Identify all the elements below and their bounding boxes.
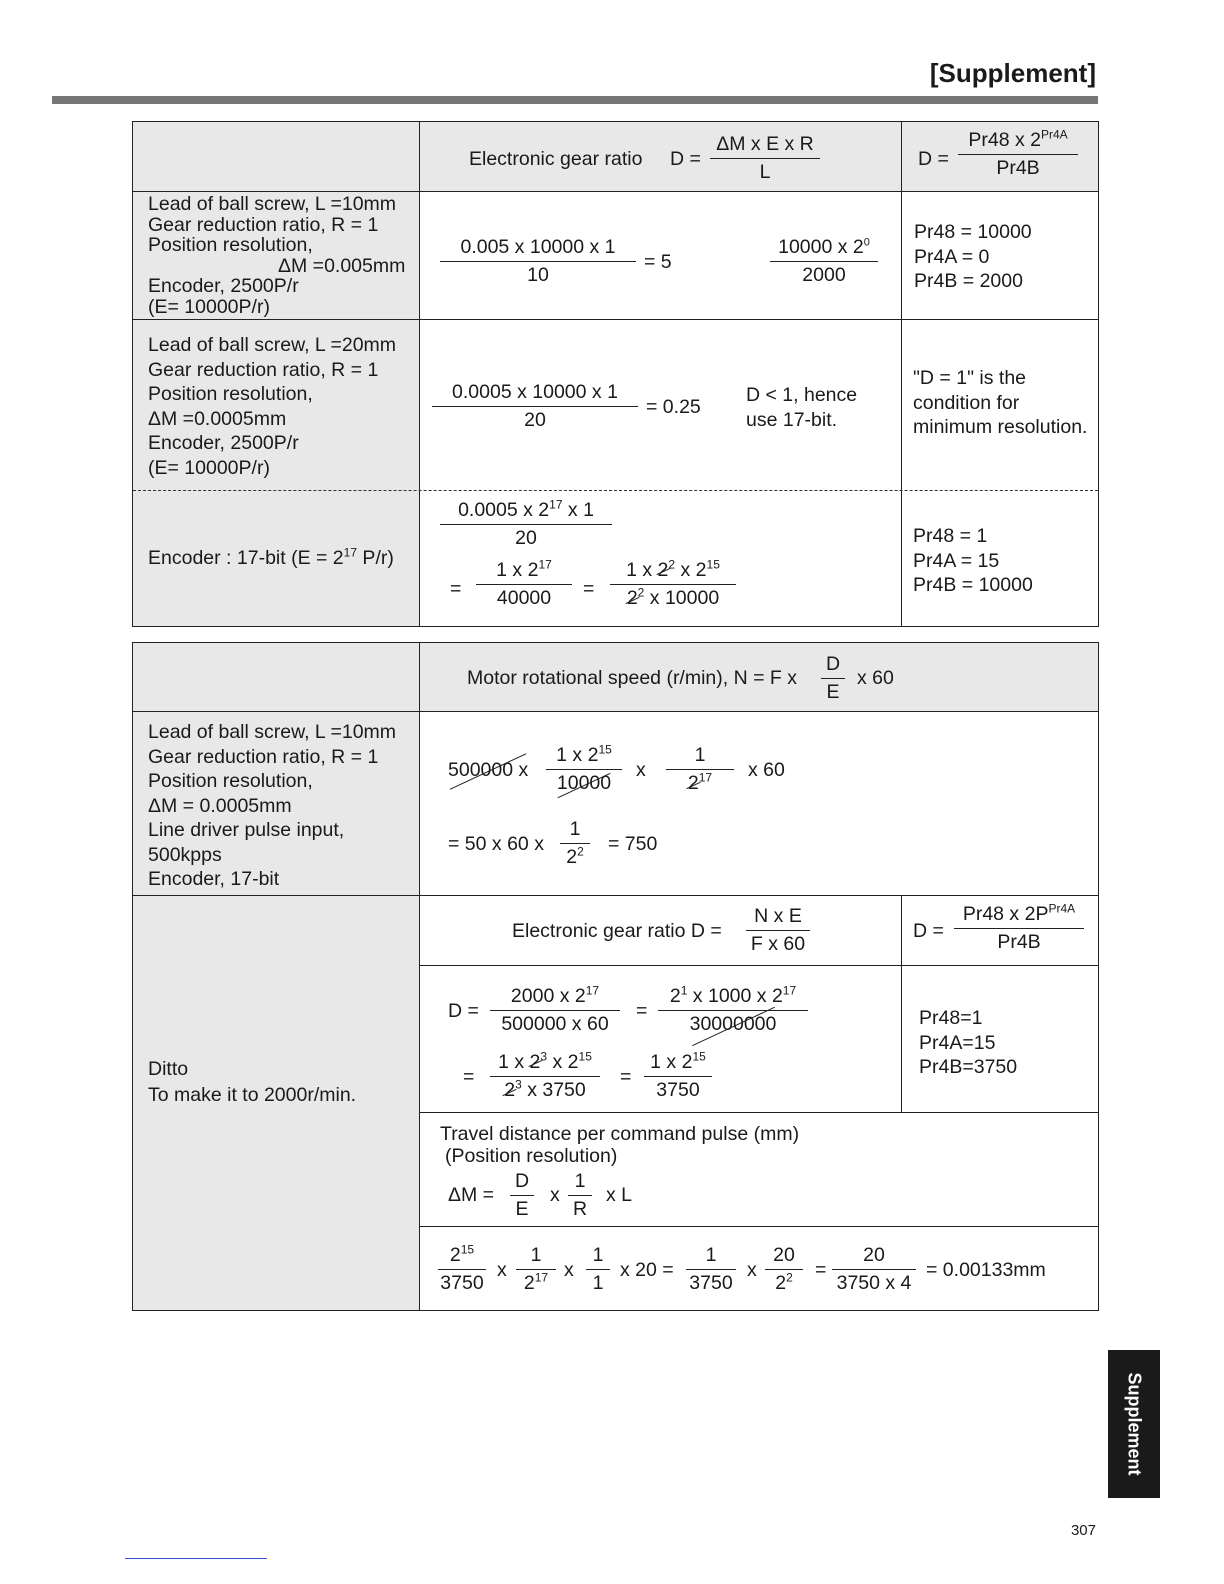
t2-travel-calc-frac1: $\frac{2^{15}}{3750}$ (438, 1245, 486, 1295)
t2-travel-frac2: $\frac{1}{R}$ (568, 1171, 592, 1221)
t1-pr-d: D = (918, 148, 949, 170)
t2-travel-calc-x3: x (747, 1259, 757, 1281)
t2-travel-calc-result: = 0.00133mm (926, 1259, 1046, 1281)
t1-pr-fraction: $\frac{Pr48 x 2^{Pr4A}}{Pr4B}$ (958, 130, 1078, 180)
t2-gear-calc-eq2: = (463, 1066, 475, 1088)
t1-row3-eq1: = (450, 578, 462, 600)
t1-formula-fraction: $\frac{\text{ΔM x E x R}}{L}$ (710, 134, 820, 184)
t2-formula-fraction: $\frac{D}{E}$ (821, 654, 845, 704)
t2-travel-calc-x1: x (497, 1259, 507, 1281)
t2-header-formula (419, 642, 1099, 712)
t2-travel-calc (419, 1226, 1099, 1311)
t1-row1-conditions (132, 191, 420, 320)
t2-row1-conditions (132, 711, 420, 896)
t1-formula-d: D = (670, 148, 701, 170)
page-number: 307 (1070, 1522, 1096, 1539)
t2-gear-fraction: $\frac{\text{N x E}}{\text{F x 60}}$ (746, 906, 810, 956)
t1-rows23-calc (419, 319, 902, 627)
t2-row1-tail: x 60 (748, 759, 785, 781)
page-title: [Supplement] (929, 58, 1096, 88)
t2-travel-calc-x20: x 20 = (620, 1259, 674, 1281)
t2-travel-calc-frac5: $\frac{20}{2^2}$ (765, 1245, 803, 1295)
t2-row1-line2-result: = 750 (608, 833, 658, 855)
section-tab-label: Supplement (1124, 1372, 1145, 1476)
t2-gear-param-list: Pr48=1 Pr4A=15 Pr4B=3750 (919, 1007, 1018, 1078)
t2-formula-label: Motor rotational speed (r/min), N = F x (467, 667, 797, 689)
t2-travel-formula (419, 1112, 1099, 1227)
t1-row1-calc-result: = 5 (644, 251, 672, 273)
t1-header-pr-formula (901, 121, 1099, 192)
t2-travel-calc-frac4: $\frac{1}{3750}$ (686, 1245, 736, 1295)
t1-row3-eq2: = (583, 578, 595, 600)
t1-row1-param-list: Pr48 = 10000 Pr4A = 0 Pr4B = 2000 (914, 221, 1032, 292)
t2-row2-conditions (132, 895, 420, 1311)
t2-gear-params (901, 965, 1099, 1113)
t2-row1-line2-lead: = 50 x 60 x (448, 833, 544, 855)
t2-formula-tail: x 60 (857, 667, 894, 689)
t1-header-blank (132, 121, 420, 192)
t1-row1-condition-list: Lead of ball screw, L =10mm Gear reduction ratio, R = 1 Position resolution, ΔM =0.005mm Encoder, 2500P/r (E= 10000P/r) (148, 193, 406, 318)
t2-travel-frac1: $\frac{D}{E}$ (510, 1171, 534, 1221)
section-tab-supplement[interactable] (1108, 1350, 1160, 1498)
t1-row2-note: D < 1, hence use 17-bit. (746, 384, 858, 431)
footer-link-line[interactable] (125, 1558, 267, 1559)
t2-pr-formula (901, 895, 1099, 966)
t2-row2-condition-list: Ditto To make it to 2000r/min. (148, 1058, 357, 1106)
t2-row1-lead: 500000 x (448, 759, 529, 781)
t2-gear-label: Electronic gear ratio D = (512, 920, 722, 942)
t2-gear-calc-frac4: $\frac{1 x 2^{15}}{3750}$ (644, 1052, 712, 1102)
t2-travel-tail: x L (606, 1184, 633, 1206)
t1-rows23-conditions (132, 319, 420, 627)
t2-gear-calc-frac2: $\frac{2^1 x 1000 x 2^{17}}{30000000}$ (658, 986, 808, 1036)
t2-travel-times: x (550, 1184, 560, 1206)
t2-travel-calc-frac2: $\frac{1}{2^{17}}$ (516, 1245, 556, 1295)
t2-row1-frac3: $\frac{1}{2^2}$ (560, 819, 590, 869)
t1-row3-condition: Encoder : 17-bit ($E = 2^{17}$ P/r) (148, 545, 394, 569)
t1-row2-calc-result: = 0.25 (646, 396, 701, 418)
t2-pr-d: D = (913, 920, 944, 942)
t2-travel-subtitle: (Position resolution) (445, 1145, 618, 1167)
t1-row2-remark: "D = 1" is the condition for minimum resolution. (913, 367, 1088, 438)
t2-gear-calc-frac3: $\frac{1 x 2^3 x 2^{15}}{2^3 x 3750}$ (490, 1052, 600, 1102)
t1-row1-gear-fraction: $\frac{10000 x 2^0}{2000}$ (770, 237, 878, 287)
t1-formula-label: Electronic gear ratio (469, 148, 643, 170)
t1-row1-params (901, 191, 1099, 320)
t1-row3-param-list: Pr48 = 1 Pr4A = 15 Pr4B = 10000 (913, 525, 1033, 596)
t2-row1-calc (419, 711, 1099, 896)
t1-header-formula (419, 121, 902, 192)
t2-travel-title: Travel distance per command pulse (mm) (440, 1123, 800, 1145)
t1-row3-calc2-fraction: $\frac{1 x 2^{17}}{40000}$ (476, 560, 572, 610)
t2-travel-calc-eq: = (815, 1259, 827, 1281)
t1-row3-calc3-fraction: $\frac{1 x 2^2 x 2^{15}}{2^2 x 10000}$ (610, 560, 736, 610)
t1-row1-calc-fraction: $\frac{0.005 x 10000 x 1}{10}$ (440, 237, 636, 287)
t2-row1-times: x (636, 759, 646, 781)
t2-gear-calc-eq3: = (620, 1066, 632, 1088)
t2-gear-calc-eq1: = (636, 1000, 648, 1022)
t1-row2-calc-fraction: $\frac{0.0005 x 10000 x 1}{20}$ (432, 382, 638, 432)
t2-header-blank (132, 642, 420, 712)
t2-row1-condition-list: Lead of ball screw, L =10mm Gear reduction ratio, R = 1 Position resolution, ΔM = 0.0005mm Line driver pulse input, 500kpps Encoder, 17-bit (148, 721, 397, 890)
t2-travel-calc-x2: x (564, 1259, 574, 1281)
t1-row2-condition-list: Lead of ball screw, L =20mm Gear reduction ratio, R = 1 Position resolution, ΔM =0.0005mm Encoder, 2500P/r (E= 10000P/r) (148, 334, 397, 479)
header-rule (52, 96, 1098, 104)
t2-travel-calc-frac3: $\frac{1}{1}$ (586, 1245, 610, 1295)
t2-gear-formula (419, 895, 902, 966)
t2-travel-dm: ΔM = (448, 1184, 495, 1206)
t2-row1-frac1: $\frac{1 x 2^{15}}{10000}$ (546, 745, 622, 795)
t2-gear-calc (419, 965, 902, 1113)
t1-rows23-params (901, 319, 1099, 627)
t2-travel-calc-frac6: $\frac{20}{3750 x 4}$ (832, 1245, 916, 1295)
t1-row1-calc (419, 191, 902, 320)
t2-row1-frac2: $\frac{1}{2^{17}}$ (666, 745, 734, 795)
t2-pr-fraction: Pr48 x $2P^{Pr4A}$ Pr4B (954, 904, 1084, 954)
t2-gear-calc-d: D = (448, 1000, 479, 1022)
t1-row3-calc1-fraction: $\frac{0.0005 x 2^{17} x 1}{20}$ (440, 500, 612, 550)
t1-row-divider (133, 490, 1098, 491)
t2-gear-calc-frac1: $\frac{2000 x 2^{17}}{500000 x 60}$ (490, 986, 620, 1036)
